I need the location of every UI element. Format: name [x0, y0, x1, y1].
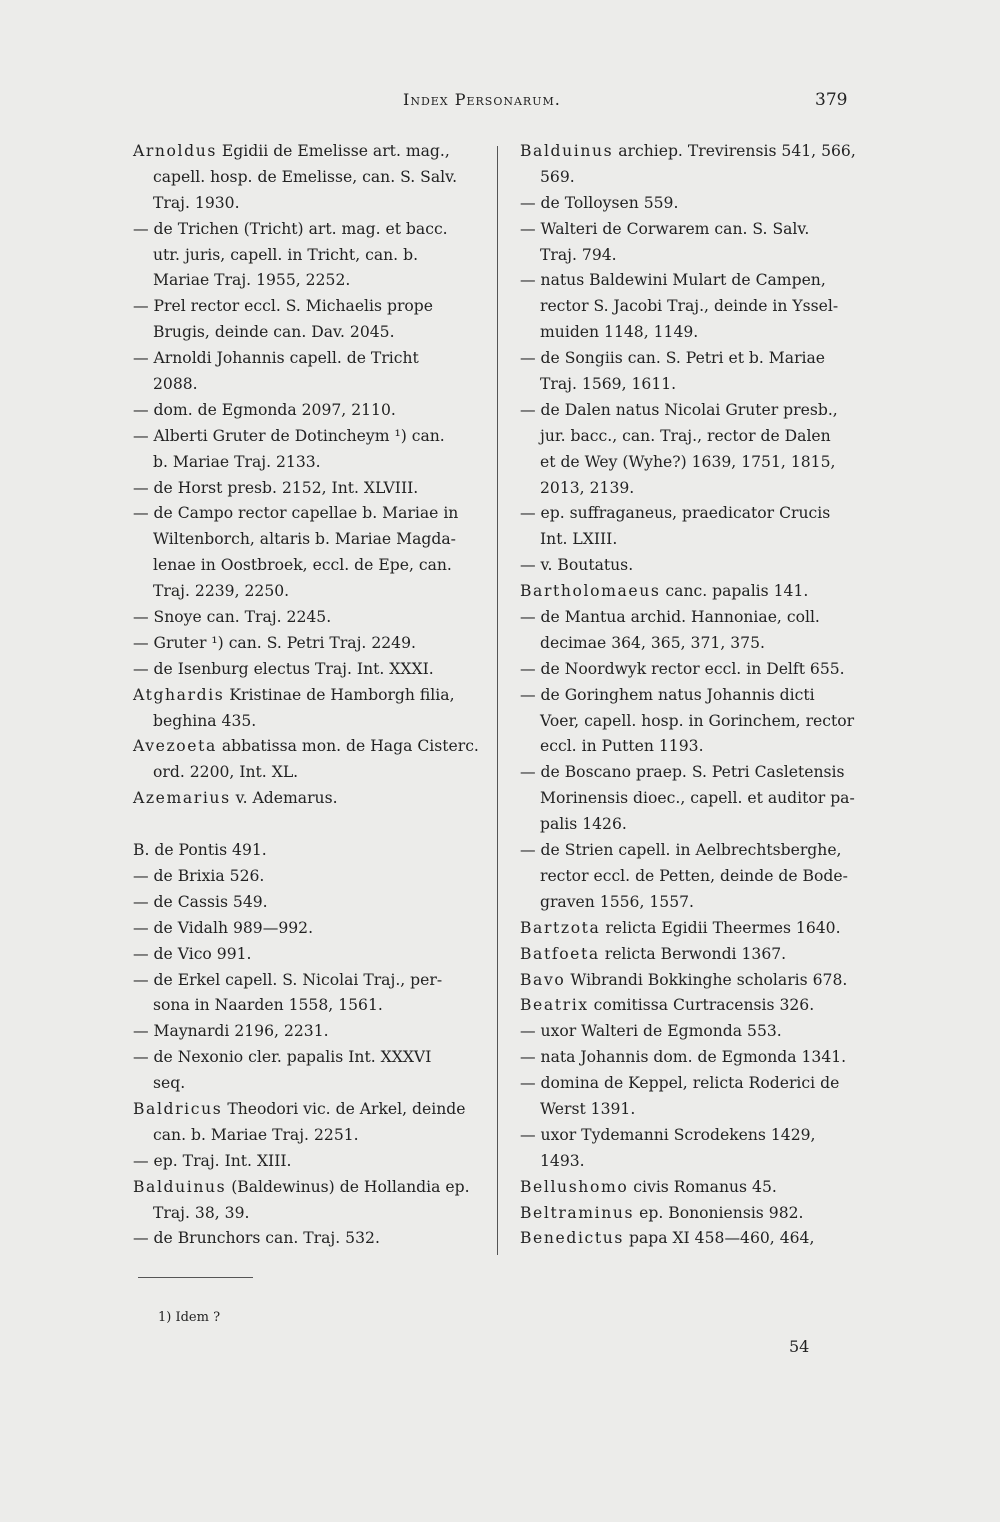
- index-line: [520, 1045, 870, 1071]
- entry-text: Werst 1391.: [540, 1099, 636, 1118]
- index-line: [520, 734, 870, 760]
- entry-text: sona in Naarden 1558, 1561.: [153, 996, 383, 1015]
- entry-headword: Bellushomo: [520, 1177, 629, 1196]
- entry-text: — de Goringhem natus Johannis dicti: [520, 685, 815, 704]
- index-line: [520, 760, 870, 786]
- entry-text: — de Vidalh 989—992.: [133, 918, 314, 937]
- index-line: [133, 1019, 493, 1045]
- signature-mark: 54: [789, 1337, 810, 1356]
- entry-text: utr. juris, capell. in Tricht, can. b.: [153, 245, 419, 264]
- index-line: [133, 786, 493, 812]
- index-line: [133, 1097, 493, 1123]
- entry-headword: Bavo: [520, 970, 566, 989]
- running-head: [0, 90, 1000, 114]
- footnote: 1) Idem ?: [158, 1310, 221, 1325]
- entry-text: can. b. Mariae Traj. 2251.: [153, 1125, 359, 1144]
- index-line: [133, 605, 493, 631]
- entry-text: 569.: [540, 167, 575, 186]
- index-line: [133, 476, 493, 502]
- entry-text: Int. LXIII.: [540, 530, 618, 549]
- entry-text: relicta Egidii Theermes 1640.: [600, 918, 841, 937]
- index-line: [520, 1149, 870, 1175]
- entry-headword: Beatrix: [520, 996, 589, 1015]
- index-line: [520, 968, 870, 994]
- index-line: [520, 838, 870, 864]
- entry-text: — de Brunchors can. Traj. 532.: [133, 1229, 380, 1248]
- index-line: [520, 553, 870, 579]
- index-line: [520, 191, 870, 217]
- entry-text: ord. 2200, Int. XL.: [153, 763, 299, 782]
- entry-text: — Snoye can. Traj. 2245.: [133, 608, 332, 627]
- entry-text: — de Noordwyk rector eccl. in Delft 655.: [520, 659, 845, 678]
- entry-text: B. de Pontis 491.: [133, 841, 267, 860]
- entry-text: civis Romanus 45.: [628, 1177, 777, 1196]
- entry-text: — de Songiis can. S. Petri et b. Mariae: [520, 349, 826, 368]
- entry-headword: Benedictus: [520, 1229, 624, 1248]
- index-line: [520, 812, 870, 838]
- index-line: [520, 346, 870, 372]
- entry-text: Traj. 1569, 1611.: [540, 375, 677, 394]
- entry-text: — nata Johannis dom. de Egmonda 1341.: [520, 1048, 847, 1067]
- entry-text: — Walteri de Corwarem can. S. Salv.: [520, 219, 810, 238]
- entry-text: — de Strien capell. in Aelbrechtsberghe,: [520, 841, 842, 860]
- index-line: [133, 553, 493, 579]
- entry-text: — uxor Walteri de Egmonda 553.: [520, 1022, 782, 1041]
- entry-text: Traj. 38, 39.: [153, 1203, 250, 1222]
- index-line: [520, 1019, 870, 1045]
- entry-text: beghina 435.: [153, 711, 257, 730]
- entry-text: jur. bacc., can. Traj., rector de Dalen: [540, 426, 831, 445]
- entry-text: — domina de Keppel, relicta Roderici de: [520, 1074, 840, 1093]
- entry-headword: Avezoeta: [133, 737, 217, 756]
- entry-text: — Gruter ¹) can. S. Petri Traj. 2249.: [133, 633, 416, 652]
- entry-text: — de Brixia 526.: [133, 866, 265, 885]
- entry-text: Wibrandi Bokkinghe scholaris 678.: [565, 970, 848, 989]
- entry-text: — ep. suffraganeus, praedicator Crucis: [520, 504, 831, 523]
- entry-text: Traj. 1930.: [153, 193, 240, 212]
- index-line: [520, 1123, 870, 1149]
- index-line: [133, 734, 493, 760]
- index-line: [133, 1175, 493, 1201]
- index-line: [133, 1071, 493, 1097]
- index-line: [133, 320, 493, 346]
- entry-text: — de Isenburg electus Traj. Int. XXXI.: [133, 659, 434, 678]
- index-line: [520, 243, 870, 269]
- index-line: [520, 657, 870, 683]
- entry-text: b. Mariae Traj. 2133.: [153, 452, 321, 471]
- index-line: [133, 294, 493, 320]
- entry-text: ep. Bononiensis 982.: [634, 1203, 804, 1222]
- entry-text: — de Vico 991.: [133, 944, 252, 963]
- index-line: [520, 605, 870, 631]
- index-column-left: [133, 139, 493, 1252]
- index-line: [133, 838, 493, 864]
- section-gap: [133, 812, 493, 838]
- entry-text: v. Ademarus.: [230, 789, 338, 808]
- index-line: [520, 1071, 870, 1097]
- entry-headword: Beltraminus: [520, 1203, 635, 1222]
- index-line: [133, 527, 493, 553]
- entry-text: — de Erkel capell. S. Nicolai Traj., per-: [133, 970, 443, 989]
- index-line: [133, 1045, 493, 1071]
- index-line: [520, 786, 870, 812]
- entry-text: — Maynardi 2196, 2231.: [133, 1022, 329, 1041]
- entry-text: — de Horst presb. 2152, Int. XLVIII.: [133, 478, 419, 497]
- index-line: [133, 139, 493, 165]
- index-line: [520, 527, 870, 553]
- index-line: [520, 864, 870, 890]
- index-line: [520, 993, 870, 1019]
- index-line: [520, 579, 870, 605]
- entry-text: 1493.: [540, 1151, 585, 1170]
- entry-text: — Arnoldi Johannis capell. de Tricht: [133, 349, 419, 368]
- entry-text: Traj. 794.: [540, 245, 617, 264]
- index-line: [133, 450, 493, 476]
- index-line: [133, 165, 493, 191]
- index-line: [520, 942, 870, 968]
- index-line: [520, 631, 870, 657]
- entry-text: graven 1556, 1557.: [540, 892, 695, 911]
- index-line: [520, 476, 870, 502]
- index-line: [520, 398, 870, 424]
- page-number: 379: [815, 90, 848, 110]
- index-line: [520, 294, 870, 320]
- entry-text: capell. hosp. de Emelisse, can. S. Salv.: [153, 167, 458, 186]
- column-divider: [497, 146, 498, 1255]
- entry-text: (Baldewinus) de Hollandia ep.: [226, 1177, 470, 1196]
- index-line: [520, 890, 870, 916]
- index-line: [520, 450, 870, 476]
- entry-text: Theodori vic. de Arkel, deinde: [222, 1099, 466, 1118]
- entry-headword: Bartholomaeus: [520, 582, 661, 601]
- entry-text: Morinensis dioec., capell. et auditor pa-: [540, 789, 855, 808]
- entry-headword: Atghardis: [133, 685, 225, 704]
- index-line: [133, 398, 493, 424]
- index-line: [520, 372, 870, 398]
- index-line: [133, 993, 493, 1019]
- entry-text: — natus Baldewini Mulart de Campen,: [520, 271, 826, 290]
- entry-text: rector S. Jacobi Traj., deinde in Yssel-: [540, 297, 839, 316]
- index-line: [520, 683, 870, 709]
- entry-text: rector eccl. de Petten, deinde de Bode-: [540, 866, 848, 885]
- entry-text: Traj. 2239, 2250.: [153, 582, 290, 601]
- entry-text: — dom. de Egmonda 2097, 2110.: [133, 400, 396, 419]
- entry-text: — uxor Tydemanni Scrodekens 1429,: [520, 1125, 816, 1144]
- index-line: [520, 1201, 870, 1227]
- entry-text: Kristinae de Hamborgh filia,: [224, 685, 455, 704]
- entry-text: — ep. Traj. Int. XIII.: [133, 1151, 292, 1170]
- index-line: [133, 1201, 493, 1227]
- index-line: [520, 165, 870, 191]
- entry-text: — de Boscano praep. S. Petri Casletensis: [520, 763, 845, 782]
- index-line: [133, 864, 493, 890]
- entry-text: Voer, capell. hosp. in Gorinchem, rector: [540, 711, 855, 730]
- index-line: [520, 424, 870, 450]
- index-line: [133, 1226, 493, 1252]
- entry-text: Mariae Traj. 1955, 2252.: [153, 271, 351, 290]
- index-line: [520, 217, 870, 243]
- entry-text: — Prel rector eccl. S. Michaelis prope: [133, 297, 434, 316]
- index-line: [133, 424, 493, 450]
- index-line: [520, 1097, 870, 1123]
- index-line: [133, 1149, 493, 1175]
- index-line: [133, 890, 493, 916]
- entry-text: 2013, 2139.: [540, 478, 635, 497]
- index-line: [520, 501, 870, 527]
- entry-text: — Alberti Gruter de Dotincheym ¹) can.: [133, 426, 445, 445]
- entry-headword: Balduinus: [133, 1177, 227, 1196]
- index-line: [133, 683, 493, 709]
- entry-headword: Azemarius: [133, 789, 231, 808]
- index-line: [520, 916, 870, 942]
- footnote-rule: [138, 1277, 253, 1278]
- index-line: [520, 1226, 870, 1252]
- entry-text: Brugis, deinde can. Dav. 2045.: [153, 323, 395, 342]
- index-line: [133, 1123, 493, 1149]
- entry-text: abbatissa mon. de Haga Cisterc.: [216, 737, 479, 756]
- index-line: [133, 243, 493, 269]
- index-line: [133, 579, 493, 605]
- entry-headword: Arnoldus: [133, 142, 217, 160]
- entry-text: 2088.: [153, 375, 198, 394]
- entry-text: lenae in Oostbroek, eccl. de Epe, can.: [153, 556, 452, 575]
- entry-text: eccl. in Putten 1193.: [540, 737, 704, 756]
- entry-text: — de Mantua archid. Hannoniae, coll.: [520, 608, 820, 627]
- entry-text: relicta Berwondi 1367.: [599, 944, 787, 963]
- index-line: [133, 501, 493, 527]
- entry-text: papa XI 458—460, 464,: [623, 1229, 815, 1248]
- entry-text: decimae 364, 365, 371, 375.: [540, 633, 765, 652]
- entry-text: archiep. Trevirensis 541, 566,: [613, 142, 856, 160]
- index-line: [133, 217, 493, 243]
- entry-text: et de Wey (Wyhe?) 1639, 1751, 1815,: [540, 452, 836, 471]
- entry-text: — de Campo rector capellae b. Mariae in: [133, 504, 459, 523]
- entry-text: comitissa Curtracensis 326.: [588, 996, 815, 1015]
- entry-text: — v. Boutatus.: [520, 556, 634, 575]
- index-line: [133, 346, 493, 372]
- entry-text: seq.: [153, 1074, 186, 1093]
- index-line: [133, 191, 493, 217]
- entry-text: muiden 1148, 1149.: [540, 323, 699, 342]
- index-line: [133, 268, 493, 294]
- index-line: [133, 657, 493, 683]
- index-column-right: [520, 139, 870, 1252]
- index-line: [520, 1175, 870, 1201]
- index-line: [133, 760, 493, 786]
- index-line: [520, 268, 870, 294]
- entry-headword: Batfoeta: [520, 944, 600, 963]
- entry-headword: Baldricus: [133, 1099, 223, 1118]
- entry-text: — de Nexonio cler. papalis Int. XXXVI: [133, 1048, 432, 1067]
- index-line: [133, 709, 493, 735]
- index-line: [520, 139, 870, 165]
- running-title: Index Personarum.: [403, 90, 561, 109]
- entry-text: — de Tolloysen 559.: [520, 193, 679, 212]
- index-line: [133, 372, 493, 398]
- entry-headword: Balduinus: [520, 142, 614, 160]
- index-line: [520, 320, 870, 346]
- index-line: [520, 709, 870, 735]
- entry-text: — de Cassis 549.: [133, 892, 268, 911]
- entry-text: Egidii de Emelisse art. mag.,: [216, 142, 450, 160]
- index-line: [133, 631, 493, 657]
- entry-text: — de Dalen natus Nicolai Gruter presb.,: [520, 400, 838, 419]
- index-line: [133, 916, 493, 942]
- index-line: [133, 968, 493, 994]
- entry-text: palis 1426.: [540, 815, 627, 834]
- entry-text: canc. papalis 141.: [660, 582, 809, 601]
- entry-text: Wiltenborch, altaris b. Mariae Magda-: [153, 530, 456, 549]
- entry-headword: Bartzota: [520, 918, 601, 937]
- entry-text: — de Trichen (Tricht) art. mag. et bacc.: [133, 219, 448, 238]
- index-line: [133, 942, 493, 968]
